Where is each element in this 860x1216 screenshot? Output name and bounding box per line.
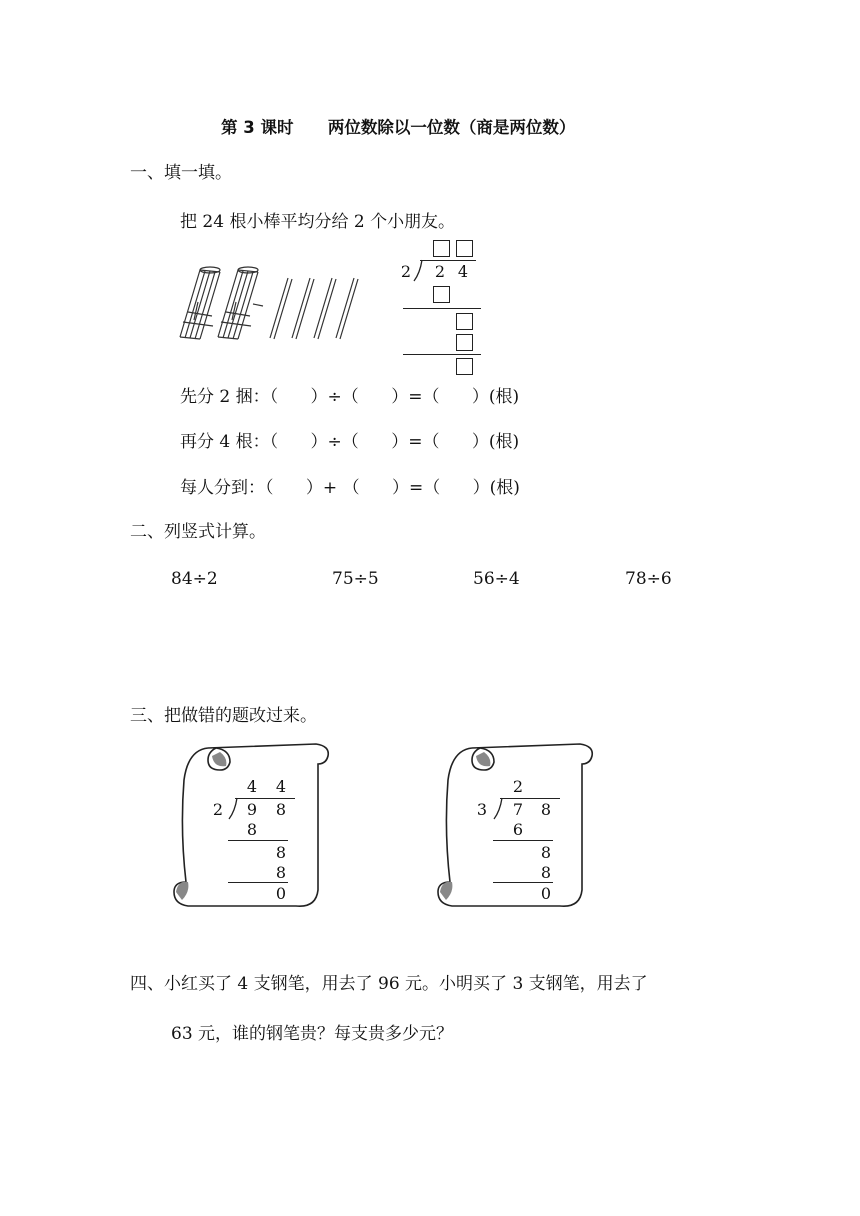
sticks-illustration	[170, 262, 370, 347]
divisor: 2	[400, 262, 412, 281]
section4-line2: 63 元，谁的钢笔贵？每支贵多少元？	[171, 1024, 454, 1044]
answer-box[interactable]	[456, 334, 473, 351]
answer-box[interactable]	[433, 286, 450, 303]
dividend-digit: 2	[434, 262, 446, 281]
page-title: 第 3 课时 两位数除以一位数（商是两位数）	[221, 118, 576, 137]
fill-row-3[interactable]: 每人分到：（ ）+ （ ）=（ ）(根)	[180, 478, 520, 498]
answer-box[interactable]	[456, 240, 473, 257]
section1-heading: 一、填一填。	[130, 163, 232, 183]
dividend-digit: 4	[457, 262, 469, 281]
fill-row-2[interactable]: 再分 4 根：（ ）÷（ ）=（ ）(根)	[180, 432, 520, 452]
section1-intro: 把 24 根小棒平均分给 2 个小朋友。	[180, 212, 456, 232]
problem-4: 78÷6	[625, 569, 672, 589]
fill-row-1[interactable]: 先分 2 捆：（ ）÷（ ）=（ ）(根)	[180, 387, 520, 407]
answer-box[interactable]	[456, 358, 473, 375]
answer-box[interactable]	[456, 313, 473, 330]
answer-box[interactable]	[433, 240, 450, 257]
section2-heading: 二、列竖式计算。	[130, 522, 266, 542]
section3-heading: 三、把做错的题改过来。	[130, 706, 317, 726]
problem-3: 56÷4	[473, 569, 520, 589]
section4-line1: 四、小红买了 4 支钢笔，用去了 96 元。小明买了 3 支钢笔，用去了	[130, 974, 648, 994]
problem-1: 84÷2	[171, 569, 218, 589]
problem-2: 75÷5	[332, 569, 379, 589]
